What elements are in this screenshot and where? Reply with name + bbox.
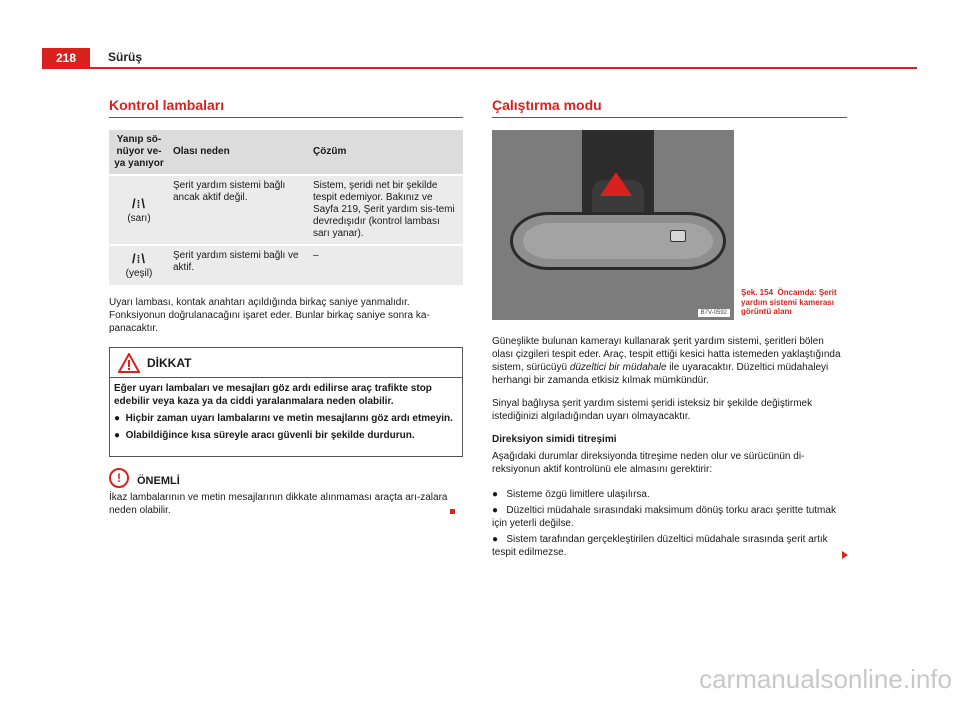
warning-triangle-icon (118, 353, 140, 373)
mirror-button (670, 230, 686, 242)
list-item-text: Sistem tarafından gerçekleştirilen düzeltici müdahale sırasında şerit artık tespit edilmezse. (492, 534, 828, 558)
warning-box (109, 347, 463, 457)
table-cell-solution: Sistem, şeridi net bir şekilde tespit edemiyor. Bakınız ve Sayfa 219, Şerit yardım sis-temi devredışıdır (kontrol lambası sarı yanar). (309, 175, 463, 245)
table-cell-icon (109, 245, 169, 285)
warning-header (110, 348, 462, 378)
table-cell-icon (109, 175, 169, 245)
warning-label: DİKKAT (147, 356, 192, 370)
table-header-cell: Çözüm (309, 130, 463, 175)
note-text: İkaz lambalarının ve metin mesajlarının dikkate alınmaması araçta arı-zalara neden olabilir. (109, 492, 448, 516)
list-item-text: Düzeltici müdahale sırasındaki maksimum dönüş torku aracı şeritte tutmak için yeterli değilse. (492, 505, 836, 529)
warning-bullet: ● Hiçbir zaman uyarı lambalarını ve metin mesajlarını göz ardı etmeyin. (114, 413, 453, 424)
camera-figure (492, 130, 734, 320)
warning-bullet-text: Hiçbir zaman uyarı lambalarını ve metin mesajlarını göz ardı etmeyin. (125, 413, 453, 424)
lane-assist-icon: /⁞\ (132, 251, 146, 266)
section-rule-right (492, 117, 847, 118)
table-row (109, 175, 463, 245)
section-title-operating-mode: Çalıştırma modu (492, 97, 602, 113)
table-cell-solution: – (309, 245, 463, 285)
rearview-mirror (510, 212, 726, 270)
note-label: ÖNEMLİ (137, 475, 180, 487)
paragraph-vibration: Aşağıdaki durumlar direksiyonda titreşime neden olur ve sürücünün di-reksiyonun aktif kontrolünü ele almasını gerektirir: (492, 451, 805, 475)
table-cell-cause: Şerit yardım sistemi bağlı ancak aktif değil. (169, 175, 309, 245)
lamp-color-label: (yeşil) (125, 268, 153, 279)
table-cell-cause: Şerit yardım sistemi bağlı ve aktif. (169, 245, 309, 285)
figure-code: B7V-0592 (698, 309, 730, 317)
chapter-title: Sürüş (108, 50, 143, 64)
header-rule (42, 67, 917, 69)
list-item-text: Sisteme özgü limitlere ulaşılırsa. (506, 489, 650, 500)
list-item: ● Sisteme özgü limitlere ulaşılırsa. (492, 489, 650, 500)
page-number: 218 (42, 48, 90, 68)
paragraph-text: ile uyaracaktır. Düzeltici müdahaleyi herhangi bir zamanda etkisiz kılmak mümkündür. (492, 362, 829, 386)
lane-assist-icon: /⁞\ (132, 195, 146, 211)
lamp-color-label: (sarı) (127, 212, 151, 224)
section-rule-left (109, 117, 463, 118)
paragraph-emphasis: düzeltici bir müdahale (569, 362, 667, 373)
intro-paragraph: Uyarı lambası, kontak anahtarı açıldığında birkaç saniye yanmalıdır. Fonksiyonun doğrulanacağını işaret eder. Bunlar birkaç saniye sonra ka-panacaktır. (109, 297, 430, 334)
paragraph-camera (492, 335, 847, 387)
table-header-cell: Olası neden (169, 130, 309, 175)
table-header-row (109, 130, 463, 175)
warning-bullet-text: Olabildiğince kısa süreyle aracı güvenli bir şekilde durdurun. (125, 430, 415, 441)
section-end-marker (450, 509, 455, 514)
exclamation-icon: ! (109, 468, 129, 488)
figure-caption-number: Şek. 154 (741, 288, 774, 297)
figure-caption (741, 288, 861, 317)
subheading-steering-vibration: Direksiyon simidi titreşimi (492, 434, 617, 445)
paragraph-text: Güneşlikte bulunan kamerayı kullanarak şerit yardım sistemi, şeritleri bölen olası çizgileri tespit eder. Araç, tespit ettiği kesici hatta istemeden yaklaştığında sistem, sürücüyü (492, 336, 841, 373)
camera-field-triangle-icon (600, 172, 632, 196)
section-title-control-lamps: Kontrol lambaları (109, 97, 225, 113)
list-item: ● Sistem tarafından gerçekleştirilen düzeltici müdahale sırasında şerit artık tespit edilmezse. (492, 534, 828, 558)
figure-caption-text: Öncamda: Şerit yardım sistemi kamerası görüntü alanı (741, 288, 837, 316)
watermark: carmanualsonline.info (699, 664, 952, 694)
warning-bullet: ● Olabildiğince kısa süreyle aracı güvenli bir şekilde durdurun. (114, 430, 415, 441)
table-row (109, 245, 463, 285)
table-header-cell: Yanıp sö-nüyor ve-ya yanıyor (109, 130, 169, 175)
continue-arrow-icon (842, 551, 848, 559)
control-lamps-table (109, 130, 463, 285)
warning-body (110, 378, 462, 450)
warning-lead: Eğer uyarı lambaları ve mesajları göz ardı edilirse araç trafikte stop edebilir veya kaza ya da ciddi yaralanmalara neden olabilir. (114, 383, 432, 407)
list-item: ● Düzeltici müdahale sırasındaki maksimum dönüş torku aracı şeritte tutmak için yeterli değilse. (492, 505, 836, 529)
paragraph-signal: Sinyal bağlıysa şerit yardım sistemi şeridi isteksiz bir şekilde değiştirmek istediğinizi algıladığından uyarı olmayacaktır. (492, 398, 813, 422)
